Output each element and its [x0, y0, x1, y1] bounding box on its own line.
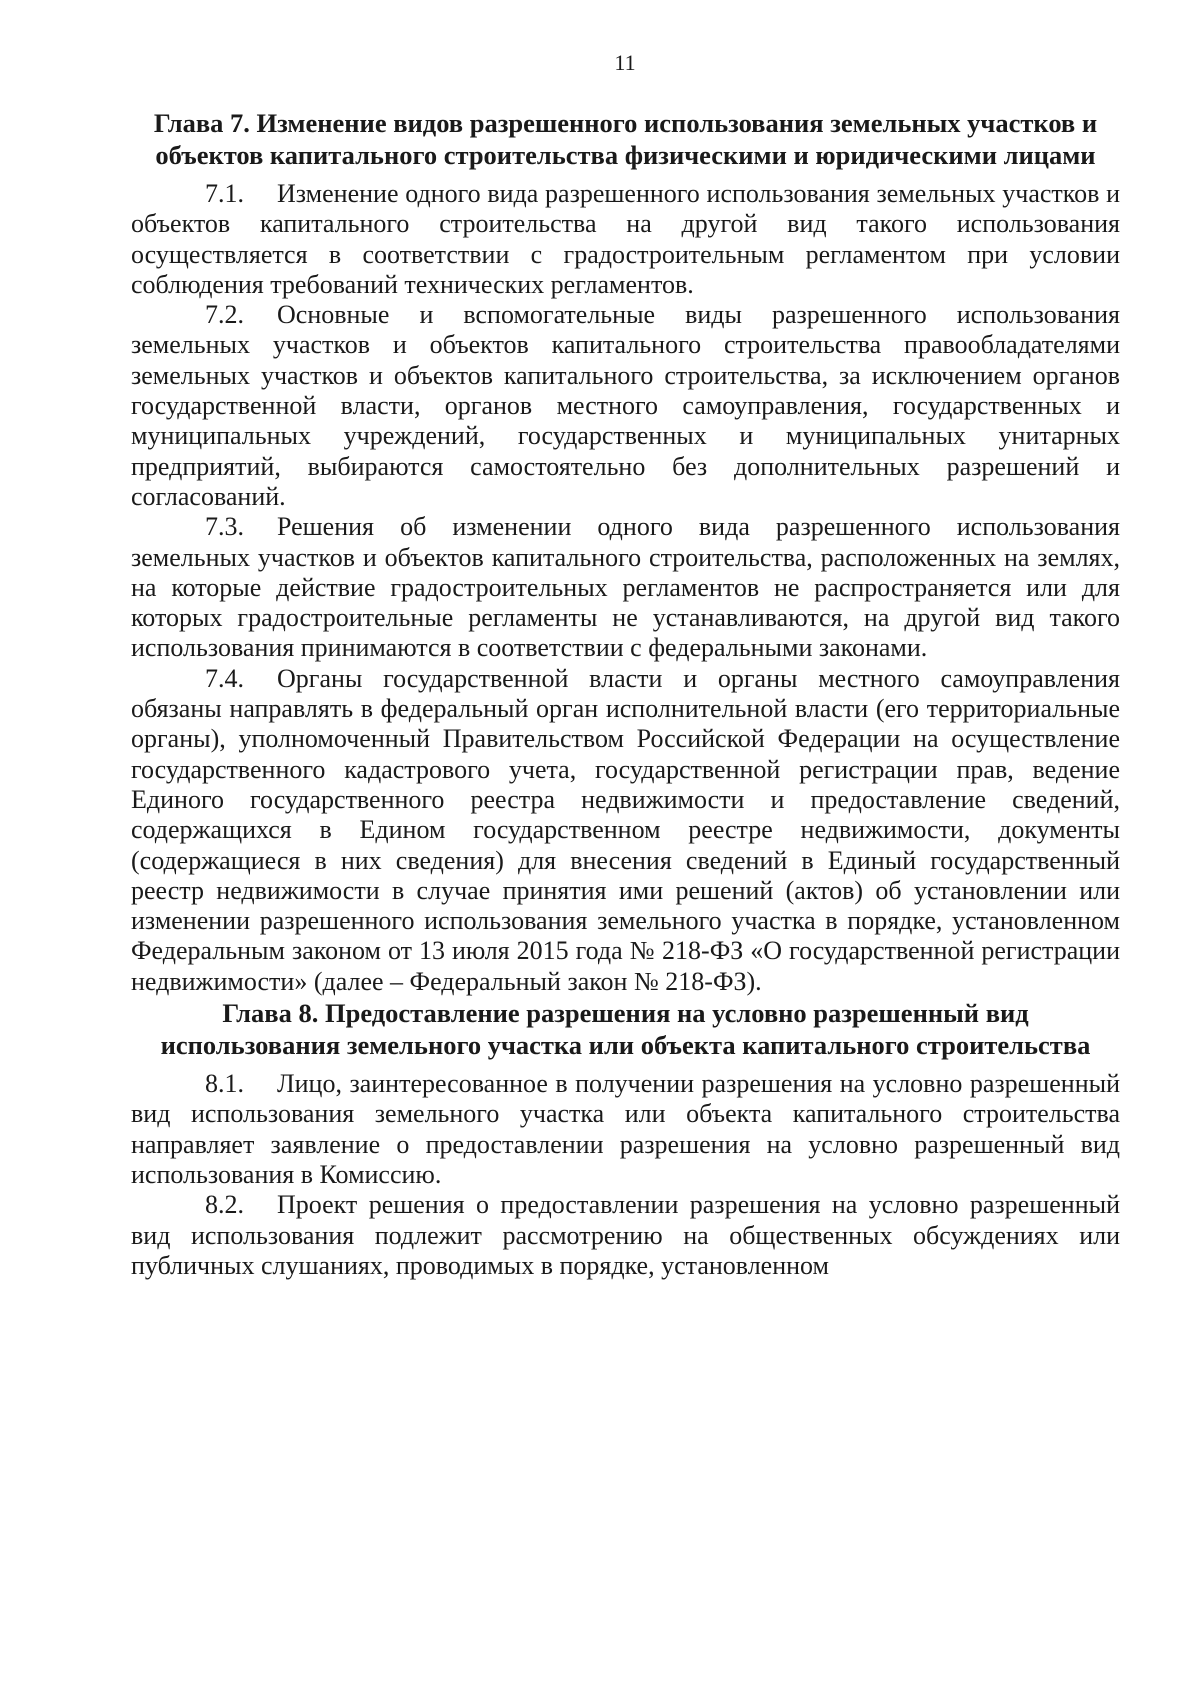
paragraph-text: Проект решения о предоставлении разрешения на условно разрешенный вид использования подлежит рассмотрению на общественных обсуждениях или публичных слушаниях, проводимых в порядке, установленном	[131, 1190, 1120, 1280]
paragraph-text: Основные и вспомогательные виды разрешенного использования земельных участков и объектов капитального строительства правообладателями земельных участков и объектов капитального строительства, за исключением органов государственной власти, органов местного самоуправления, государственных и муниципальных учреждений, государственных и муниципальных унитарных предприятий, выбираются самостоятельно без дополнительных разрешений и согласований.	[131, 300, 1120, 511]
paragraph-7-3	[131, 512, 1120, 663]
paragraph-text: Лицо, заинтересованное в получении разрешения на условно разрешенный вид использования земельного участка или объекта капитального строительства направляет заявление о предоставлении разрешения на условно разрешенный вид использования в Комиссию.	[131, 1069, 1120, 1189]
paragraph-7-1	[131, 179, 1120, 300]
chapter-8-heading: Глава 8. Предоставление разрешения на условно разрешенный вид использования земельного участка или объекта капитального строительства	[160, 998, 1091, 1061]
paragraph-number: 7.4.	[205, 663, 244, 693]
page-number: 11	[614, 50, 636, 75]
chapter-7-heading: Глава 7. Изменение видов разрешенного использования земельных участков и объектов капитального строительства физическими и юридическими лицами	[153, 108, 1098, 170]
paragraph-number: 8.1.	[205, 1069, 244, 1099]
document-body	[131, 107, 1120, 1281]
paragraph-text: Решения об изменении одного вида разрешенного использования земельных участков и объектов капитального строительства, расположенных на землях, на которые действие градостроительных регламентов не распространяется или для которых градостроительные регламенты не устанавливаются, на другой вид такого использования принимаются в соответствии с федеральными законами.	[131, 512, 1120, 663]
paragraph-number: 7.2.	[205, 300, 244, 330]
paragraph-8-1	[131, 1069, 1120, 1190]
paragraph-8-2	[131, 1190, 1120, 1281]
paragraph-number: 7.3.	[205, 512, 244, 542]
paragraph-text: Изменение одного вида разрешенного использования земельных участков и объектов капитального строительства на другой вид такого использования осуществляется в соответствии с градостроительным регламентом при условии соблюдения требований технических регламентов.	[131, 179, 1120, 299]
paragraph-number: 8.2.	[205, 1190, 244, 1220]
paragraph-7-2	[131, 300, 1120, 512]
paragraph-7-4	[131, 664, 1120, 997]
paragraph-text: Органы государственной власти и органы местного самоуправления обязаны направлять в федеральный орган исполнительной власти (его территориальные органы), уполномоченный Правительством Российской Федерации на осуществление государственного кадастрового учета, государственной регистрации прав, ведение Единого государственного реестра недвижимости и предоставление сведений, содержащихся в Едином государственном реестре недвижимости, документы (содержащиеся в них сведения) для внесения сведений в Единый государственный реестр недвижимости в случае принятия ими решений (актов) об установлении или изменении разрешенного использования земельного участка в порядке, установленном Федеральным законом от 13 июля 2015 года № 218-ФЗ «О государственной регистрации недвижимости» (далее – Федеральный закон № 218-ФЗ).	[131, 663, 1120, 996]
paragraph-number: 7.1.	[205, 179, 244, 208]
